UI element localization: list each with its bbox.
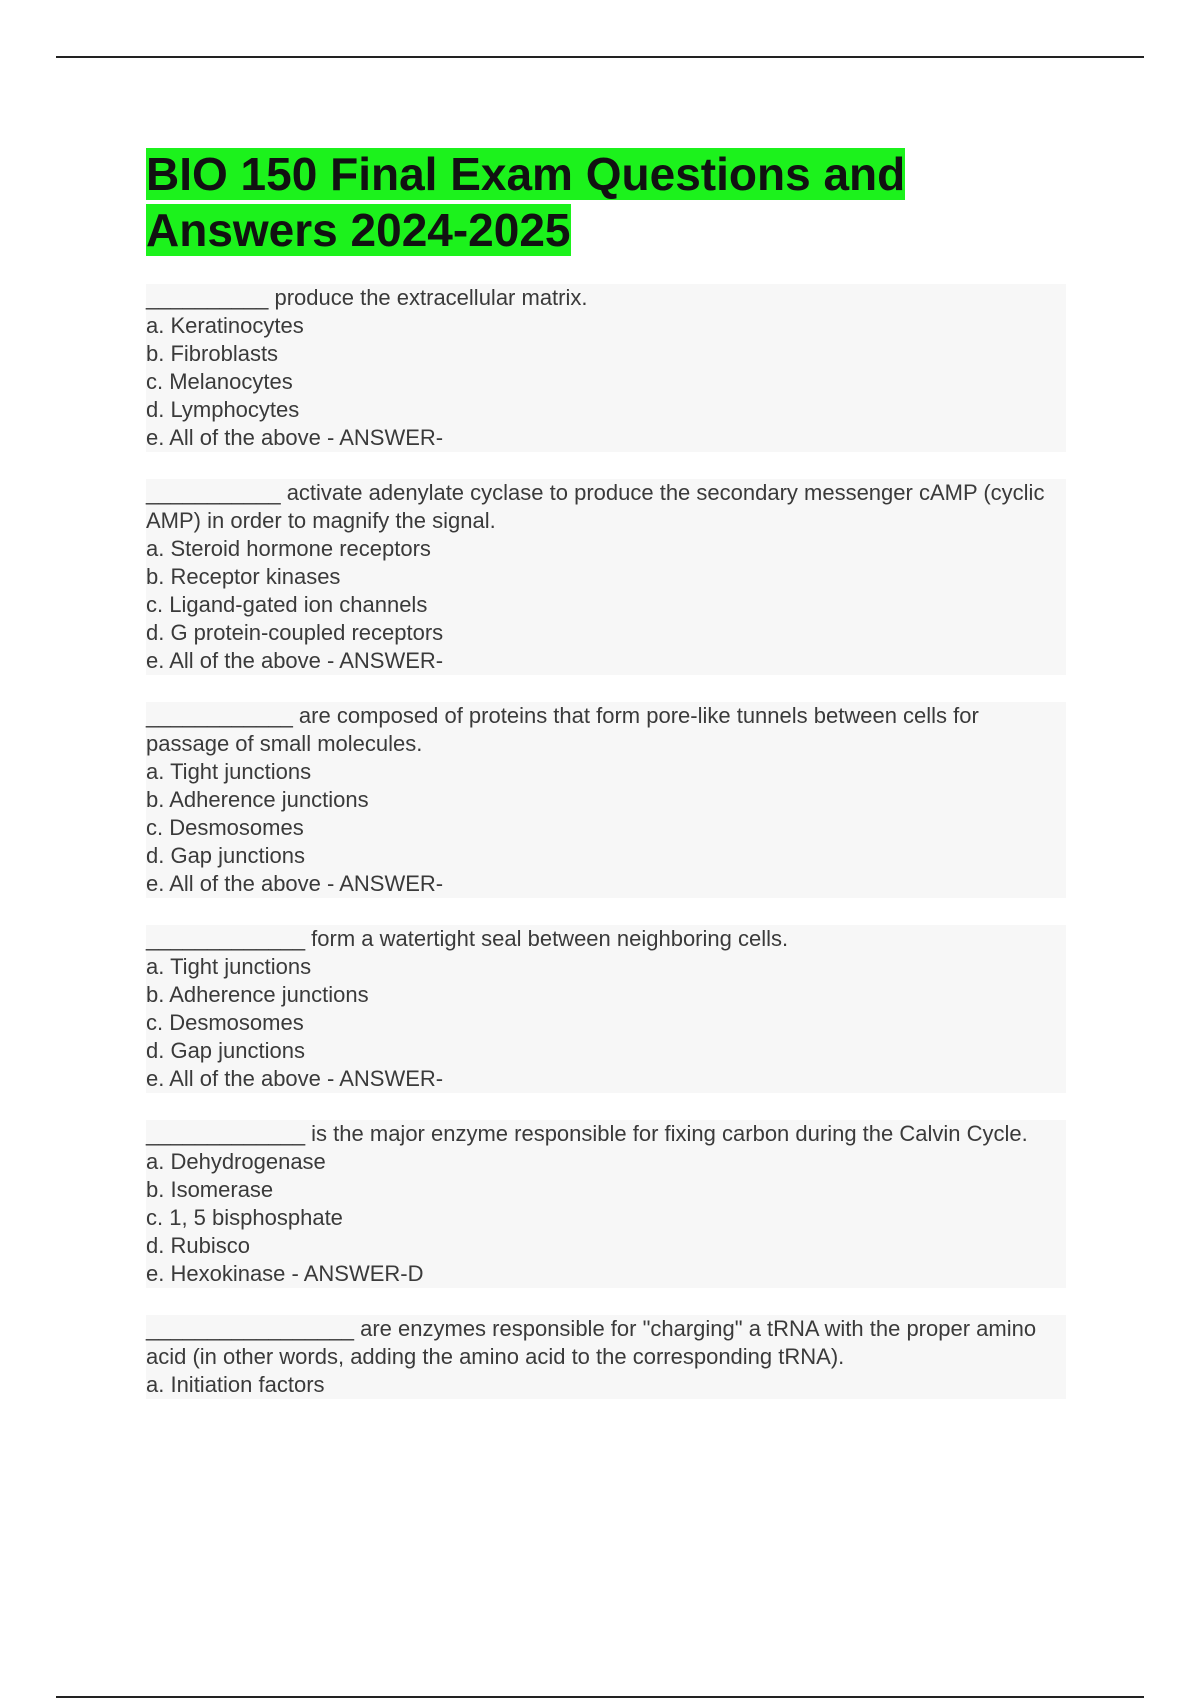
question-stem: ____________ are composed of proteins that form pore-like tunnels between cells for passage of small molecules. [146, 702, 1066, 758]
answer-option: b. Fibroblasts [146, 340, 1066, 368]
answer-option: e. All of the above - ANSWER- [146, 870, 1066, 898]
answer-option: e. All of the above - ANSWER- [146, 424, 1066, 452]
answer-option: a. Tight junctions [146, 758, 1066, 786]
answer-option: d. Gap junctions [146, 1037, 1066, 1065]
answer-option: a. Tight junctions [146, 953, 1066, 981]
answer-option: a. Steroid hormone receptors [146, 535, 1066, 563]
answer-option: c. 1, 5 bisphosphate [146, 1204, 1066, 1232]
question-stem: ___________ activate adenylate cyclase to produce the secondary messenger cAMP (cyclic AMP) in order to magnify the signal. [146, 479, 1066, 535]
question-item [146, 479, 1066, 675]
document-title [146, 146, 1066, 258]
question-stem: _____________ form a watertight seal between neighboring cells. [146, 925, 1066, 953]
answer-option: d. Rubisco [146, 1232, 1066, 1260]
answer-option: a. Initiation factors [146, 1371, 1066, 1399]
question-item [146, 1315, 1066, 1399]
answer-option: d. Lymphocytes [146, 396, 1066, 424]
answer-option: d. Gap junctions [146, 842, 1066, 870]
question-item [146, 702, 1066, 898]
question-list [146, 284, 1066, 1399]
answer-option: c. Desmosomes [146, 1009, 1066, 1037]
answer-option: b. Adherence junctions [146, 981, 1066, 1009]
question-item [146, 284, 1066, 452]
answer-option: d. G protein-coupled receptors [146, 619, 1066, 647]
footer-rule [56, 1696, 1144, 1698]
answer-option: b. Receptor kinases [146, 563, 1066, 591]
title-line-2: Answers 2024-2025 [146, 204, 571, 256]
question-item [146, 1120, 1066, 1288]
answer-option: c. Desmosomes [146, 814, 1066, 842]
answer-option: e. Hexokinase - ANSWER-D [146, 1260, 1066, 1288]
answer-option: e. All of the above - ANSWER- [146, 647, 1066, 675]
header-rule [56, 56, 1144, 58]
document-body [146, 146, 1066, 1426]
answer-option: a. Keratinocytes [146, 312, 1066, 340]
question-stem: _____________ is the major enzyme responsible for fixing carbon during the Calvin Cycle. [146, 1120, 1066, 1148]
question-stem: _________________ are enzymes responsible for "charging" a tRNA with the proper amino acid (in other words, adding the amino acid to the corresponding tRNA). [146, 1315, 1066, 1371]
answer-option: a. Dehydrogenase [146, 1148, 1066, 1176]
answer-option: c. Ligand-gated ion channels [146, 591, 1066, 619]
answer-option: e. All of the above - ANSWER- [146, 1065, 1066, 1093]
answer-option: b. Adherence junctions [146, 786, 1066, 814]
question-item [146, 925, 1066, 1093]
answer-option: b. Isomerase [146, 1176, 1066, 1204]
question-stem: __________ produce the extracellular matrix. [146, 284, 1066, 312]
answer-option: c. Melanocytes [146, 368, 1066, 396]
title-line-1: BIO 150 Final Exam Questions and [146, 148, 906, 200]
